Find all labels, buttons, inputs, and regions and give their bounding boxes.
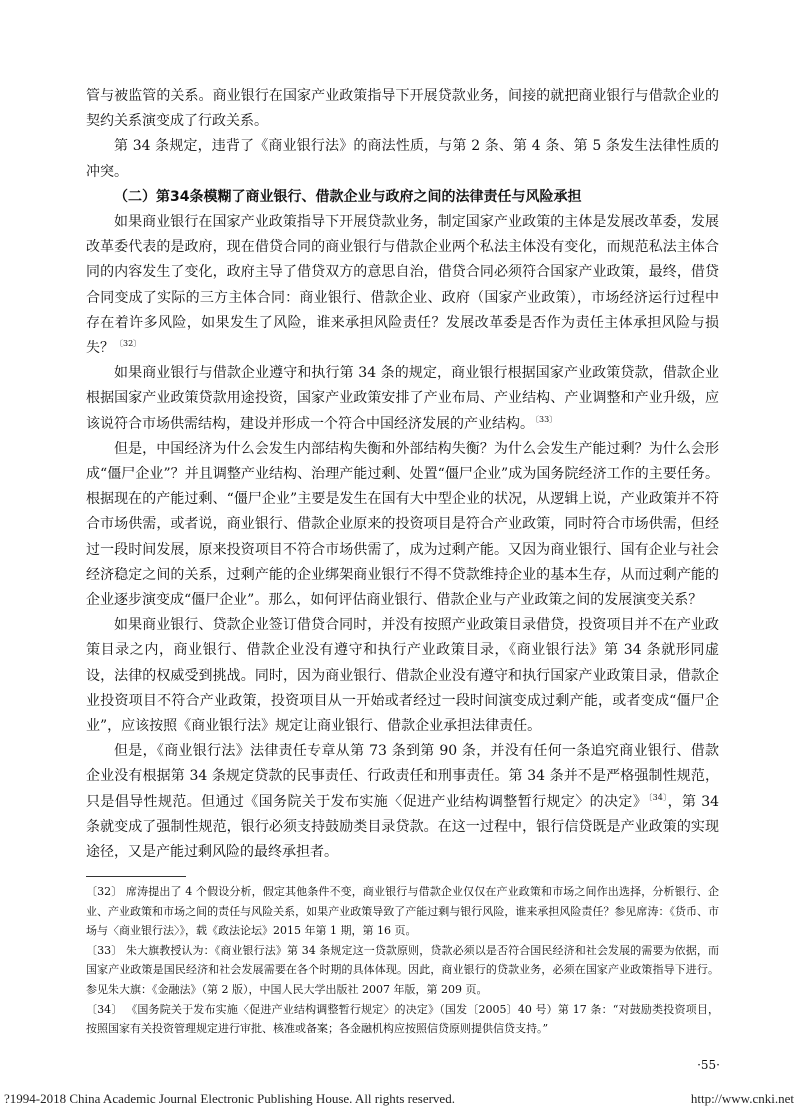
- page-number: ·55·: [697, 1058, 720, 1072]
- paragraph: [86, 210, 719, 361]
- section-heading: （二）第34条模糊了商业银行、借款企业与政府之间的法律责任与风险承担: [114, 188, 582, 205]
- paragraph: [86, 739, 719, 865]
- footnote-34: 〔34〕 《国务院关于发布实施〈促进产业结构调整暂行规定〉的决定》（国发〔2005〕40 号）第 17 条：“对鼓励类投资项目，按照国家有关投资管理规定进行审批、核准或备案；各金融机构应按照信贷原则提供信贷支持。”: [86, 1002, 719, 1036]
- footnote-ref-34[interactable]: 〔34〕: [648, 793, 668, 803]
- paragraph-text: 如果商业银行与借款企业遵守和执行第 34 条的规定，商业银行根据国家产业政策贷款，借款企业根据国家产业政策贷款用途投资，国家产业政策安排了产业布局、产业结构、产业调整和产业升级，应该说符合市场供需结构，建设并形成一个符合中国经济发展的产业结构。: [86, 365, 719, 432]
- footnotes: [86, 882, 719, 1039]
- footnote-32: 〔32〕 席涛提出了 4 个假设分析，假定其他条件不变，商业银行与借款企业仅仅在产业政策和市场之间作出选择，分析银行、企业、产业政策和市场之间的责任与风险关系，如果产业政策导致了产能过剩与银行风险，谁来承担风险责任？参见席涛：《货币、市场与〈商业银行法〉》，载《政法论坛》2015 年第 1 期，第 16 页。: [86, 885, 719, 938]
- footnote-divider: [86, 876, 186, 877]
- footnote-33: 〔33〕 朱大旗教授认为：《商业银行法》第 34 条规定这一贷款原则，贷款必须以是否符合国民经济和社会发展的需要为依据，而国家产业政策是国民经济和社会发展需要在各个时期的具体体现。因此，商业银行的贷款业务，必须在国家产业政策指导下进行。参见朱大旗：《金融法》（第 2 版），中国人民大学出版社 2007 年版，第 209 页。: [86, 943, 719, 996]
- copyright-bar: [0, 1089, 800, 1109]
- paragraph-text: 但是，《商业银行法》法律责任专章从第 73 条到第 90 条，并没有任何一条追究商业银行、借款企业没有根据第 34 条规定贷款的民事责任、行政责任和刑事责任。第 34 条并不是严格强制性规范，只是倡导性规范。但通过《国务院关于发布实施〈促进产业结构调整暂行规定〉的决定》: [86, 743, 719, 810]
- paragraph: [86, 361, 719, 437]
- copyright-notice: ?1994-2018 China Academic Journal Electronic Publishing House. All rights reserved.: [4, 1091, 455, 1106]
- paragraph: 但是，中国经济为什么会发生内部结构失衡和外部结构失衡？为什么会发生产能过剩？为什么会形成“僵尸企业”？并且调整产业结构、治理产能过剩、处置“僵尸企业”成为国务院经济工作的主要任务。根据现在的产能过剩、“僵尸企业”主要是发生在国有大中型企业的状况，从逻辑上说，产业政策并不符合市场供需，或者说，商业银行、借款企业原来的投资项目是符合产业政策，同时符合市场供需，但经过一段时间发展，原来投资项目不符合市场供需了，成为过剩产能。又因为商业银行、国有企业与社会经济稳定之间的关系，过剩产能的企业绑架商业银行不得不贷款维持企业的基本生存，从而过剩产能的企业逐步演变成“僵尸企业”。那么，如何评估商业银行、借款企业与产业政策之间的发展演变关系？: [86, 440, 719, 609]
- footnote-ref-32[interactable]: 〔32〕: [115, 339, 142, 349]
- footnote-ref-33[interactable]: 〔33〕: [535, 414, 558, 424]
- paragraph-text: ，第 34 条就变成了强制性规范，银行必须支持鼓励类目录贷款。在这一过程中，银行信贷既是产业政策的实现途径，又是产能过剩风险的最终承担者。: [86, 793, 720, 861]
- paragraph-text: 如果商业银行在国家产业政策指导下开展贷款业务，制定国家产业政策的主体是发展改革委，发展改革委代表的是政府，现在借贷合同的商业银行与借款企业两个私法主体没有变化，而规范私法主体合同的内容发生了变化，政府主导了借贷双方的意思自治，借贷合同必须符合国家产业政策，最终，借贷合同变成了实际的三方主体合同：商业银行、借款企业、政府（国家产业政策），市场经济运行过程中存在着许多风险，如果发生了风险，谁来承担风险责任？发展改革委是否作为责任主体承担风险与损失？: [86, 214, 719, 357]
- article-body: [86, 84, 719, 865]
- paragraph: 第 34 条规定，违背了《商业银行法》的商法性质，与第 2 条、第 4 条、第 5 条发生法律性质的冲突。: [86, 138, 719, 180]
- paragraph-continued: 管与被监管的关系。商业银行在国家产业政策指导下开展贷款业务，间接的就把商业银行与借款企业的契约关系演变成了行政关系。: [86, 88, 719, 130]
- cnki-link[interactable]: http://www.cnki.net: [690, 1091, 794, 1106]
- paragraph: 如果商业银行、贷款企业签订借贷合同时，并没有按照产业政策目录借贷，投资项目并不在产业政策目录之内，商业银行、借款企业没有遵守和执行产业政策目录，《商业银行法》第 34 条就形同虚设，法律的权威受到挑战。同时，因为商业银行、借款企业没有遵守和执行国家产业政策目录，借款企业投资项目不符合产业政策，投资项目从一开始或者经过一段时间演变成过剩产能，或者变成“僵尸企业”，应该按照《商业银行法》规定让商业银行、借款企业承担法律责任。: [86, 617, 719, 735]
